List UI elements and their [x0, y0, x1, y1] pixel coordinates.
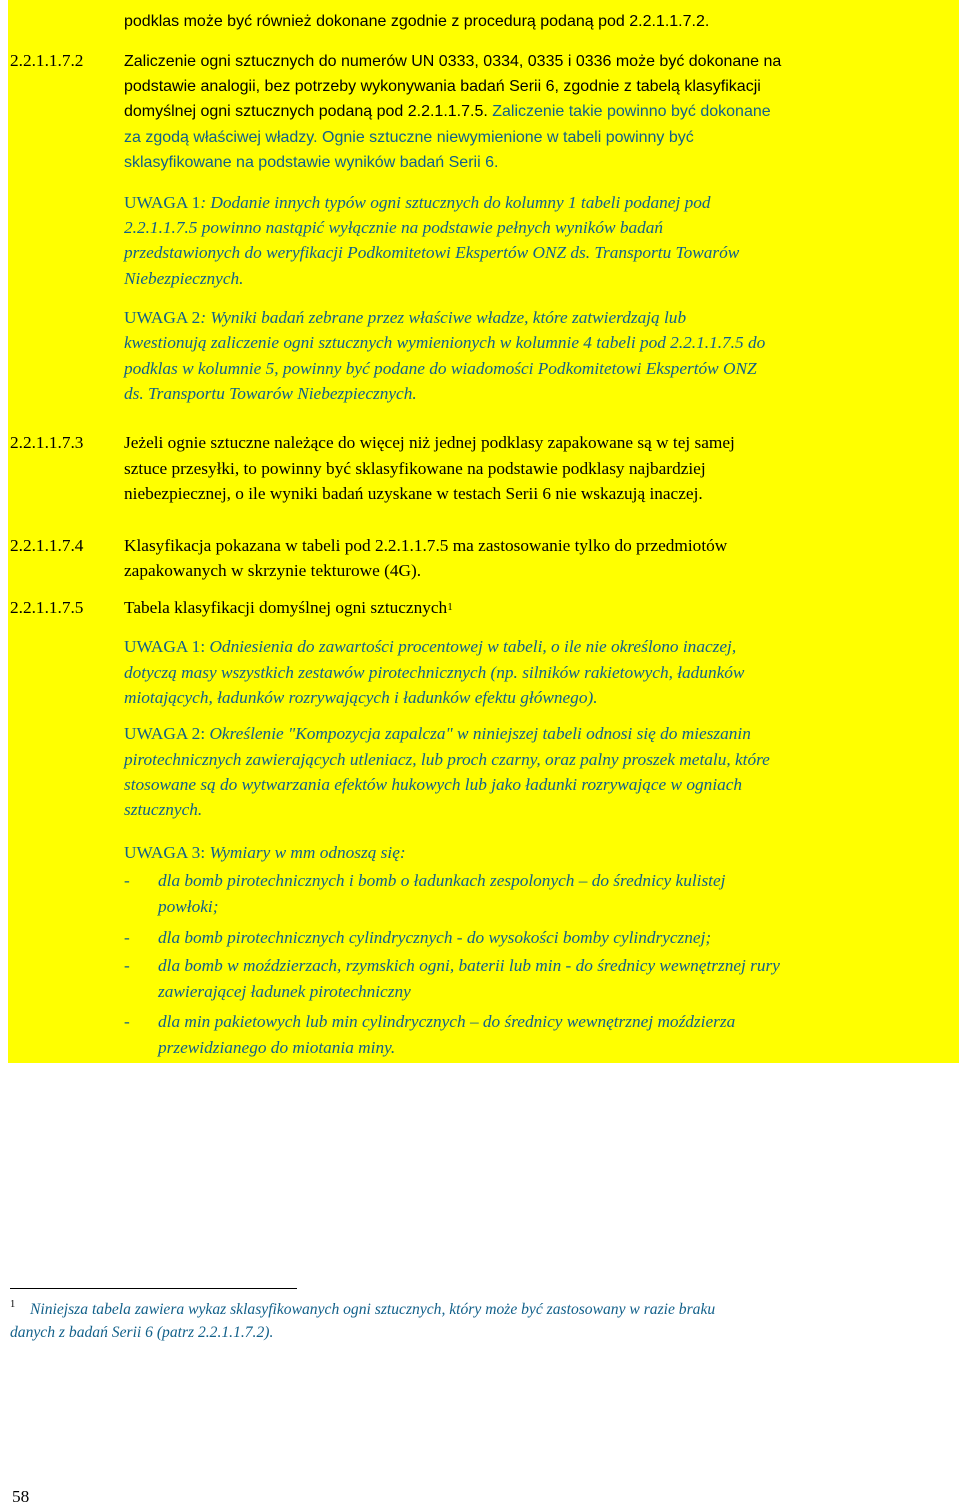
- list-dash-3: -: [124, 956, 130, 975]
- sec-7-2-note-1-line-3: przedstawionych do weryfikacji Podkomitetowi Ekspertów ONZ ds. Transportu Towarów: [124, 243, 740, 262]
- sec-7-2-line-2: podstawie analogii, bez potrzeby wykonywania badań Serii 6, zgodnie z tabelą klasyfikacji: [124, 78, 761, 95]
- sec-7-4-line-2: zapakowanych w skrzynie tekturowe (4G).: [124, 561, 422, 580]
- list-item-4-line-2: przewidzianego do miotania miny.: [158, 1038, 396, 1057]
- list-dash-1: -: [124, 871, 130, 890]
- continuation-line: podklas może być również dokonane zgodnie z procedurą podaną pod 2.2.1.1.7.2.: [124, 13, 710, 30]
- sec-7-2-line-3: domyślnej ogni sztucznych podaną pod 2.2.1.1.7.5. Zaliczenie takie powinno być dokonane: [124, 103, 771, 120]
- list-item-1-line-2: powłoki;: [158, 897, 219, 916]
- sec-7-5-note-1-line-3: miotających, ładunków rozrywających i ładunków efektu głównego).: [124, 688, 598, 707]
- sec-7-2-line-5: sklasyfikowane na podstawie wyników badań Serii 6.: [124, 154, 499, 171]
- sec-7-5-note-2-line-4: sztucznych.: [124, 800, 203, 819]
- list-item-4-line-1: dla min pakietowych lub min cylindrycznych – do średnicy wewnętrznej moździerza: [158, 1012, 736, 1031]
- page-number: 58: [12, 1487, 30, 1506]
- sec-7-2-note-1-line-1: UWAGA 1: Dodanie innych typów ogni sztucznych do kolumny 1 tabeli podanej pod: [124, 193, 711, 212]
- footnote-text: [10, 1298, 952, 1344]
- sec-7-2-line-4: za zgodą właściwej władzy. Ognie sztuczne niewymienione w tabeli powinny być: [124, 129, 694, 146]
- footnote-line-1: Niniejsza tabela zawiera wykaz sklasyfikowanych ogni sztucznych, który może być zastosowany w razie braku: [30, 1301, 716, 1318]
- list-dash-2: -: [124, 928, 130, 947]
- section-number-7-2: 2.2.1.1.7.2: [10, 51, 84, 70]
- list-item-1-line-1: dla bomb pirotechnicznych i bomb o ładunkach zespolonych – do średnicy kulistej: [158, 871, 726, 890]
- section-number-7-4: 2.2.1.1.7.4: [10, 536, 84, 555]
- sec-7-5-note-2-line-1: UWAGA 2: Określenie "Kompozycja zapalcza" w niniejszej tabeli odnosi się do mieszanin: [124, 724, 751, 743]
- list-dash-4: -: [124, 1012, 130, 1031]
- sec-7-2-note-2-line-3: podklas w kolumnie 5, powinny być podane do wiadomości Podkomitetowi Ekspertów ONZ: [124, 359, 757, 378]
- list-item-2-line-1: dla bomb pirotechnicznych cylindrycznych - do wysokości bomby cylindrycznej;: [158, 928, 712, 947]
- footnote-divider: [10, 1288, 297, 1289]
- section-number-7-3: 2.2.1.1.7.3: [10, 433, 84, 452]
- list-item-3-line-1: dla bomb w moździerzach, rzymskich ogni, baterii lub min - do średnicy wewnętrznej rury: [158, 956, 780, 975]
- sec-7-5-note-1-line-1: UWAGA 1: Odniesienia do zawartości procentowej w tabeli, o ile nie określono inaczej,: [124, 637, 737, 656]
- sec-7-5-title: Tabela klasyfikacji domyślnej ogni sztucznych$^1$: [124, 598, 453, 617]
- sec-7-2-note-1-line-2: 2.2.1.1.7.5 powinno nastąpić wyłącznie na podstawie pełnych wyników badań: [124, 218, 664, 237]
- footnote-line-2: danych z badań Serii 6 (patrz 2.2.1.1.7.2).: [10, 1324, 274, 1341]
- sec-7-2-note-1-line-4: Niebezpiecznych.: [124, 269, 244, 288]
- section-number-7-5: 2.2.1.1.7.5: [10, 598, 84, 617]
- footnote-mark: 1: [10, 1299, 16, 1310]
- sec-7-2-note-2-line-2: kwestionują zaliczenie ogni sztucznych wymienionych w kolumnie 4 tabeli pod 2.2.1.1.7.5 do: [124, 333, 766, 352]
- footnote-ref: 1: [447, 601, 453, 613]
- sec-7-3-line-2: sztuce przesyłki, to powinny być sklasyfikowane na podstawie podklasy najbardziej: [124, 459, 706, 478]
- sec-7-2-note-2-line-4: ds. Transportu Towarów Niebezpiecznych.: [124, 384, 417, 403]
- sec-7-5-note-1-line-2: dotyczą masy wszystkich zestawów pirotechnicznych (np. silników rakietowych, ładunków: [124, 663, 745, 682]
- list-item-3-line-2: zawierającej ładunek pirotechniczny: [158, 982, 411, 1001]
- sec-7-5-note-2-line-3: stosowane są do wytwarzania efektów hukowych lub jako ładunki rozrywające w ogniach: [124, 775, 743, 794]
- sec-7-3-line-1: Jeżeli ognie sztuczne należące do więcej niż jednej podklasy zapakowane są w tej samej: [124, 433, 735, 452]
- sec-7-2-line-1: Zaliczenie ogni sztucznych do numerów UN 0333, 0334, 0335 i 0336 może być dokonane na: [124, 53, 782, 70]
- sec-7-4-line-1: Klasyfikacja pokazana w tabeli pod 2.2.1.1.7.5 ma zastosowanie tylko do przedmiotów: [124, 536, 728, 555]
- sec-7-5-note-3: UWAGA 3: Wymiary w mm odnoszą się:: [124, 843, 406, 862]
- sec-7-3-line-3: niebezpiecznej, o ile wyniki badań uzyskane w testach Serii 6 nie wskazują inaczej.: [124, 484, 703, 503]
- sec-7-2-note-2-line-1: UWAGA 2: Wyniki badań zebrane przez właściwe władze, które zatwierdzają lub: [124, 308, 687, 327]
- sec-7-5-note-2-line-2: pirotechnicznych zawierających utleniacz, lub proch czarny, oraz palny proszek metalu, które: [124, 750, 770, 769]
